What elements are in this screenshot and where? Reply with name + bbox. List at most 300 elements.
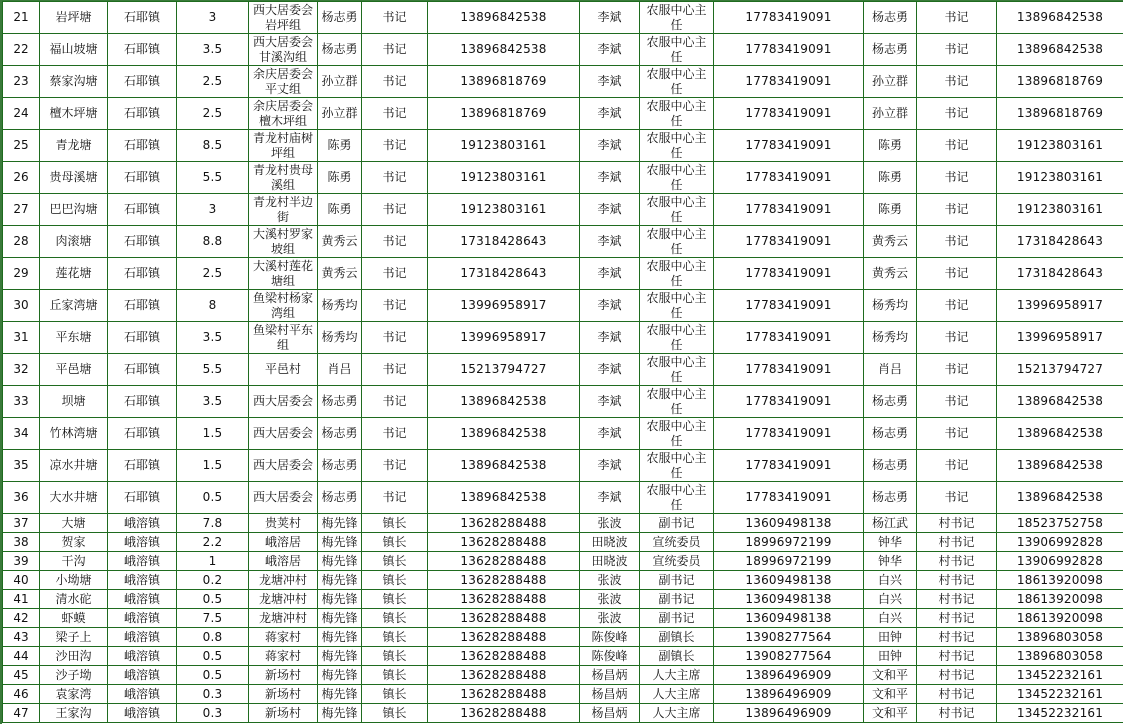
table-cell: 19123803161 [997, 162, 1123, 194]
table-row [3, 386, 1123, 418]
table-cell: 19123803161 [428, 130, 580, 162]
table-cell: 杨昌炳 [580, 704, 640, 723]
table-cell: 坝塘 [40, 386, 108, 418]
table-cell: 2.5 [177, 98, 249, 130]
table-cell: 峨溶镇 [108, 571, 177, 590]
table-cell: 17318428643 [997, 258, 1123, 290]
table-cell: 13609498138 [714, 609, 864, 628]
table-cell: 2.5 [177, 66, 249, 98]
table-cell: 梅先锋 [318, 628, 362, 647]
table-row [3, 354, 1123, 386]
table-cell: 书记 [362, 98, 428, 130]
table-cell: 镇长 [362, 552, 428, 571]
table-cell: 31 [3, 322, 40, 354]
table-cell: 19123803161 [428, 194, 580, 226]
table-cell: 28 [3, 226, 40, 258]
table-cell: 新场村 [249, 666, 318, 685]
table-row [3, 66, 1123, 98]
table-cell: 45 [3, 666, 40, 685]
table-cell: 李斌 [580, 2, 640, 34]
table-cell: 13628288488 [428, 590, 580, 609]
table-row [3, 571, 1123, 590]
table-cell: 13452232161 [997, 666, 1123, 685]
table-cell: 8 [177, 290, 249, 322]
table-cell: 3 [177, 194, 249, 226]
table-cell: 李斌 [580, 66, 640, 98]
table-cell: 宣统委员 [640, 552, 714, 571]
table-cell: 副书记 [640, 571, 714, 590]
table-cell: 书记 [362, 290, 428, 322]
table-cell: 干沟 [40, 552, 108, 571]
table-cell: 肖吕 [318, 354, 362, 386]
table-cell: 李斌 [580, 34, 640, 66]
table-row [3, 628, 1123, 647]
table-cell: 梁子上 [40, 628, 108, 647]
table-cell: 0.8 [177, 628, 249, 647]
table-cell: 贵荚村 [249, 514, 318, 533]
table-cell: 13628288488 [428, 552, 580, 571]
table-cell: 13906992828 [997, 533, 1123, 552]
table-cell: 杨昌炳 [580, 666, 640, 685]
table-cell: 文和平 [864, 704, 917, 723]
table-cell: 李斌 [580, 194, 640, 226]
table-cell: 17783419091 [714, 2, 864, 34]
table-cell: 44 [3, 647, 40, 666]
table-cell: 19123803161 [997, 194, 1123, 226]
table-cell: 0.2 [177, 571, 249, 590]
table-cell: 农服中心主任 [640, 482, 714, 514]
table-cell: 峨溶镇 [108, 609, 177, 628]
table-cell: 杨志勇 [318, 34, 362, 66]
table-cell: 岩坪塘 [40, 2, 108, 34]
table-cell: 13896842538 [428, 418, 580, 450]
table-cell: 西大居委会甘溪沟组 [249, 34, 318, 66]
table-cell: 白兴 [864, 609, 917, 628]
table-row [3, 98, 1123, 130]
table-cell: 石耶镇 [108, 450, 177, 482]
table-cell: 白兴 [864, 571, 917, 590]
table-cell: 34 [3, 418, 40, 450]
table-cell: 13628288488 [428, 514, 580, 533]
table-cell: 46 [3, 685, 40, 704]
table-cell: 杨秀均 [864, 322, 917, 354]
table-row [3, 34, 1123, 66]
table-cell: 农服中心主任 [640, 130, 714, 162]
table-cell: 梅先锋 [318, 571, 362, 590]
table-cell: 农服中心主任 [640, 194, 714, 226]
table-cell: 镇长 [362, 647, 428, 666]
table-cell: 李斌 [580, 98, 640, 130]
table-cell: 青龙村庙树坪组 [249, 130, 318, 162]
table-cell: 农服中心主任 [640, 34, 714, 66]
table-cell: 43 [3, 628, 40, 647]
table-cell: 书记 [917, 98, 997, 130]
table-cell: 村书记 [917, 590, 997, 609]
table-cell: 梅先锋 [318, 590, 362, 609]
table-cell: 峨溶镇 [108, 647, 177, 666]
table-row [3, 609, 1123, 628]
table-row [3, 162, 1123, 194]
table-cell: 李斌 [580, 354, 640, 386]
table-cell: 2.5 [177, 258, 249, 290]
table-cell: 副书记 [640, 590, 714, 609]
table-cell: 平邑塘 [40, 354, 108, 386]
table-cell: 17318428643 [428, 258, 580, 290]
table-cell: 李斌 [580, 226, 640, 258]
table-cell: 书记 [362, 354, 428, 386]
table-cell: 13628288488 [428, 571, 580, 590]
table-cell: 石耶镇 [108, 194, 177, 226]
table-row [3, 290, 1123, 322]
table-cell: 1 [177, 552, 249, 571]
table-cell: 宣统委员 [640, 533, 714, 552]
table-cell: 7.5 [177, 609, 249, 628]
table-cell: 35 [3, 450, 40, 482]
table-cell: 13628288488 [428, 704, 580, 723]
table-cell: 李斌 [580, 290, 640, 322]
table-cell: 副镇长 [640, 628, 714, 647]
table-cell: 梅先锋 [318, 514, 362, 533]
table-cell: 镇长 [362, 628, 428, 647]
table-cell: 13896842538 [997, 2, 1123, 34]
table-cell: 檀木坪塘 [40, 98, 108, 130]
table-cell: 47 [3, 704, 40, 723]
table-cell: 沙子坳 [40, 666, 108, 685]
table-cell: 0.5 [177, 666, 249, 685]
table-cell: 文和平 [864, 666, 917, 685]
table-cell: 19123803161 [428, 162, 580, 194]
table-cell: 5.5 [177, 162, 249, 194]
table-cell: 镇长 [362, 704, 428, 723]
table-cell: 新场村 [249, 704, 318, 723]
table-cell: 13628288488 [428, 647, 580, 666]
table-cell: 书记 [362, 2, 428, 34]
table-cell: 书记 [917, 258, 997, 290]
table-cell: 杨志勇 [864, 2, 917, 34]
table-cell: 龙塘冲村 [249, 571, 318, 590]
table-cell: 13628288488 [428, 609, 580, 628]
table-cell: 石耶镇 [108, 418, 177, 450]
table-cell: 杨志勇 [318, 418, 362, 450]
table-cell: 陈勇 [864, 194, 917, 226]
table-cell: 书记 [917, 130, 997, 162]
table-cell: 龙塘冲村 [249, 609, 318, 628]
table-cell: 杨江武 [864, 514, 917, 533]
table-cell: 李斌 [580, 450, 640, 482]
table-cell: 农服中心主任 [640, 450, 714, 482]
table-cell: 王家沟 [40, 704, 108, 723]
table-cell: 石耶镇 [108, 34, 177, 66]
table-cell: 13609498138 [714, 590, 864, 609]
table-cell: 镇长 [362, 514, 428, 533]
table-cell: 青龙塘 [40, 130, 108, 162]
table-cell: 黄秀云 [864, 226, 917, 258]
table-cell: 24 [3, 98, 40, 130]
table-cell: 书记 [917, 34, 997, 66]
table-cell: 陈勇 [864, 162, 917, 194]
table-cell: 平东塘 [40, 322, 108, 354]
table-cell: 李斌 [580, 482, 640, 514]
table-cell: 22 [3, 34, 40, 66]
table-cell: 17318428643 [428, 226, 580, 258]
table-cell: 大塘 [40, 514, 108, 533]
table-cell: 杨志勇 [864, 386, 917, 418]
table-cell: 15213794727 [428, 354, 580, 386]
table-cell: 农服中心主任 [640, 354, 714, 386]
table-row [3, 533, 1123, 552]
table-cell: 13996958917 [997, 322, 1123, 354]
table-cell: 梅先锋 [318, 666, 362, 685]
table-cell: 杨志勇 [864, 482, 917, 514]
table-cell: 梅先锋 [318, 704, 362, 723]
table-cell: 石耶镇 [108, 386, 177, 418]
table-cell: 33 [3, 386, 40, 418]
table-cell: 17318428643 [997, 226, 1123, 258]
table-cell: 17783419091 [714, 290, 864, 322]
table-cell: 17783419091 [714, 386, 864, 418]
table-cell: 41 [3, 590, 40, 609]
table-cell: 石耶镇 [108, 354, 177, 386]
table-cell: 书记 [362, 450, 428, 482]
table-cell: 杨志勇 [864, 34, 917, 66]
table-cell: 孙立群 [318, 98, 362, 130]
table-cell: 沙田沟 [40, 647, 108, 666]
table-cell: 张波 [580, 590, 640, 609]
table-row [3, 666, 1123, 685]
table-cell: 17783419091 [714, 226, 864, 258]
table-cell: 蔡家沟塘 [40, 66, 108, 98]
table-cell: 杨秀均 [318, 290, 362, 322]
table-cell: 副书记 [640, 514, 714, 533]
table-cell: 黄秀云 [318, 226, 362, 258]
table-cell: 张波 [580, 514, 640, 533]
table-cell: 村书记 [917, 609, 997, 628]
table-cell: 26 [3, 162, 40, 194]
table-cell: 13896842538 [428, 34, 580, 66]
table-cell: 13896818769 [428, 66, 580, 98]
table-cell: 龙塘冲村 [249, 590, 318, 609]
table-cell: 农服中心主任 [640, 98, 714, 130]
table-cell: 李斌 [580, 258, 640, 290]
table-cell: 张波 [580, 609, 640, 628]
table-cell: 新场村 [249, 685, 318, 704]
table-cell: 青龙村贵母溪组 [249, 162, 318, 194]
table-cell: 13896842538 [428, 2, 580, 34]
table-cell: 副镇长 [640, 647, 714, 666]
table-cell: 0.3 [177, 704, 249, 723]
table-cell: 17783419091 [714, 322, 864, 354]
table-cell: 虾蟆 [40, 609, 108, 628]
table-cell: 钟华 [864, 533, 917, 552]
table-cell: 13896842538 [428, 450, 580, 482]
table-row [3, 647, 1123, 666]
table-cell: 36 [3, 482, 40, 514]
table-cell: 书记 [362, 194, 428, 226]
table-cell: 17783419091 [714, 34, 864, 66]
table-cell: 0.5 [177, 590, 249, 609]
table-cell: 17783419091 [714, 418, 864, 450]
table-cell: 书记 [362, 66, 428, 98]
table-cell: 村书记 [917, 647, 997, 666]
table-cell: 村书记 [917, 514, 997, 533]
table-cell: 书记 [917, 354, 997, 386]
table-cell: 13906992828 [997, 552, 1123, 571]
table-cell: 18613920098 [997, 571, 1123, 590]
table-cell: 西大居委会 [249, 418, 318, 450]
table-cell: 凉水井塘 [40, 450, 108, 482]
table-row [3, 552, 1123, 571]
table-cell: 18523752758 [997, 514, 1123, 533]
table-cell: 书记 [917, 386, 997, 418]
table-cell: 镇长 [362, 685, 428, 704]
table-cell: 杨秀均 [864, 290, 917, 322]
table-cell: 西大居委会 [249, 386, 318, 418]
table-cell: 陈勇 [318, 130, 362, 162]
table-cell: 青龙村半边街 [249, 194, 318, 226]
table-cell: 17783419091 [714, 450, 864, 482]
table-cell: 峨溶镇 [108, 590, 177, 609]
table-cell: 杨志勇 [864, 418, 917, 450]
table-cell: 峨溶居 [249, 533, 318, 552]
table-cell: 杨志勇 [318, 2, 362, 34]
table-cell: 3.5 [177, 386, 249, 418]
table-cell: 石耶镇 [108, 290, 177, 322]
table-cell: 石耶镇 [108, 130, 177, 162]
table-cell: 1.5 [177, 450, 249, 482]
table-cell: 李斌 [580, 130, 640, 162]
table-cell: 村书记 [917, 571, 997, 590]
table-cell: 0.5 [177, 482, 249, 514]
table-cell: 3.5 [177, 322, 249, 354]
table-cell: 5.5 [177, 354, 249, 386]
table-cell: 18613920098 [997, 590, 1123, 609]
table-cell: 小坳塘 [40, 571, 108, 590]
table-cell: 竹林湾塘 [40, 418, 108, 450]
table-cell: 西大居委会 [249, 450, 318, 482]
table-cell: 农服中心主任 [640, 418, 714, 450]
table-cell: 肖吕 [864, 354, 917, 386]
table-cell: 13896818769 [997, 66, 1123, 98]
table-cell: 13896842538 [997, 482, 1123, 514]
table-cell: 农服中心主任 [640, 386, 714, 418]
table-cell: 余庆居委会檀木坪组 [249, 98, 318, 130]
pond-responsibility-table [2, 1, 1123, 723]
table-cell: 15213794727 [997, 354, 1123, 386]
table-cell: 田晓波 [580, 552, 640, 571]
table-cell: 丘家湾塘 [40, 290, 108, 322]
table-cell: 2.2 [177, 533, 249, 552]
table-cell: 峨溶镇 [108, 533, 177, 552]
table-cell: 书记 [362, 482, 428, 514]
table-cell: 李斌 [580, 322, 640, 354]
table-cell: 杨志勇 [318, 450, 362, 482]
table-cell: 梅先锋 [318, 609, 362, 628]
table-cell: 平邑村 [249, 354, 318, 386]
table-cell: 37 [3, 514, 40, 533]
table-cell: 13628288488 [428, 666, 580, 685]
table-cell: 贵母溪塘 [40, 162, 108, 194]
table-cell: 杨志勇 [864, 450, 917, 482]
table-cell: 13452232161 [997, 685, 1123, 704]
table-cell: 村书记 [917, 685, 997, 704]
table-cell: 13609498138 [714, 514, 864, 533]
table-cell: 陈俊峰 [580, 628, 640, 647]
table-cell: 镇长 [362, 590, 428, 609]
table-cell: 0.5 [177, 647, 249, 666]
table-cell: 书记 [362, 162, 428, 194]
table-row [3, 130, 1123, 162]
table-cell: 杨志勇 [318, 482, 362, 514]
table-cell: 孙立群 [864, 98, 917, 130]
table-cell: 农服中心主任 [640, 2, 714, 34]
table-row [3, 418, 1123, 450]
table-cell: 13896842538 [428, 482, 580, 514]
table-cell: 人大主席 [640, 685, 714, 704]
table-cell: 农服中心主任 [640, 162, 714, 194]
table-row [3, 482, 1123, 514]
table-cell: 田钟 [864, 628, 917, 647]
table-cell: 13896842538 [997, 386, 1123, 418]
table-body [3, 2, 1123, 723]
table-cell: 黄秀云 [864, 258, 917, 290]
table-cell: 17783419091 [714, 130, 864, 162]
table-cell: 7.8 [177, 514, 249, 533]
table-row [3, 590, 1123, 609]
table-cell: 陈勇 [864, 130, 917, 162]
table-cell: 17783419091 [714, 162, 864, 194]
table-cell: 石耶镇 [108, 322, 177, 354]
table-cell: 18996972199 [714, 552, 864, 571]
table-cell: 村书记 [917, 533, 997, 552]
table-cell: 梅先锋 [318, 685, 362, 704]
table-cell: 蒋家村 [249, 647, 318, 666]
table-cell: 38 [3, 533, 40, 552]
table-cell: 李斌 [580, 162, 640, 194]
table-cell: 孙立群 [318, 66, 362, 98]
table-cell: 书记 [362, 386, 428, 418]
table-cell: 李斌 [580, 386, 640, 418]
table-row [3, 258, 1123, 290]
table-cell: 40 [3, 571, 40, 590]
table-cell: 书记 [362, 34, 428, 66]
table-cell: 13896818769 [428, 98, 580, 130]
table-cell: 鱼梁村平东组 [249, 322, 318, 354]
table-cell: 19123803161 [997, 130, 1123, 162]
table-cell: 8.8 [177, 226, 249, 258]
table-cell: 39 [3, 552, 40, 571]
table-cell: 杨秀均 [318, 322, 362, 354]
table-cell: 张波 [580, 571, 640, 590]
table-cell: 书记 [362, 322, 428, 354]
table-cell: 蒋家村 [249, 628, 318, 647]
table-cell: 书记 [362, 226, 428, 258]
table-cell: 13452232161 [997, 704, 1123, 723]
table-cell: 田晓波 [580, 533, 640, 552]
table-cell: 13896496909 [714, 704, 864, 723]
table-cell: 3.5 [177, 34, 249, 66]
table-row [3, 514, 1123, 533]
table-cell: 西大居委会岩坪组 [249, 2, 318, 34]
table-cell: 13896496909 [714, 685, 864, 704]
table-cell: 18996972199 [714, 533, 864, 552]
table-cell: 峨溶居 [249, 552, 318, 571]
table-cell: 巴巴沟塘 [40, 194, 108, 226]
table-cell: 石耶镇 [108, 258, 177, 290]
table-cell: 鱼梁村杨家湾组 [249, 290, 318, 322]
table-cell: 农服中心主任 [640, 66, 714, 98]
table-cell: 1.5 [177, 418, 249, 450]
table-cell: 13896818769 [997, 98, 1123, 130]
